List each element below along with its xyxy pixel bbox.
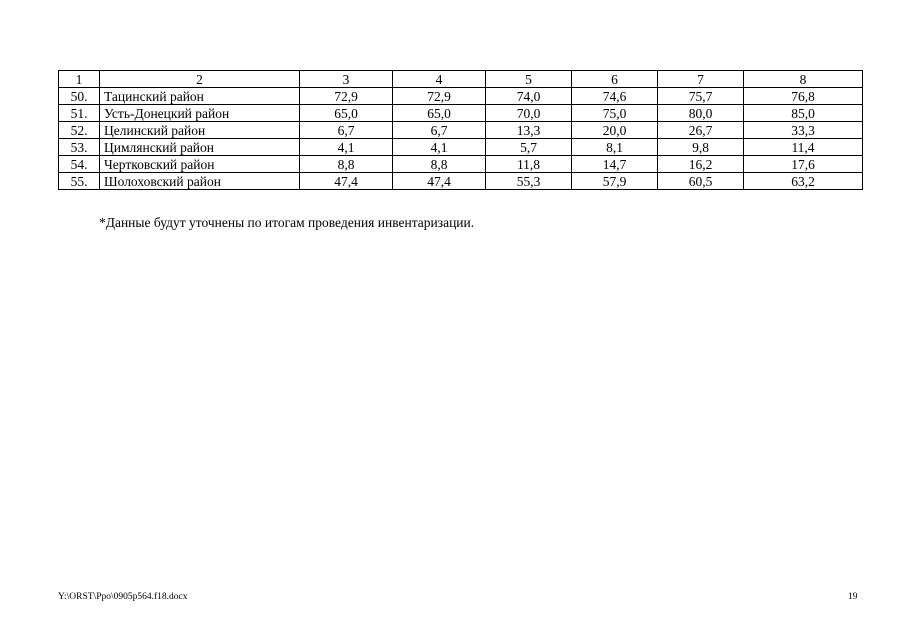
page-number: 19	[848, 592, 858, 602]
value-cell: 13,3	[486, 122, 572, 139]
footnote: *Данные будут уточнены по итогам проведения инвентаризации.	[99, 215, 475, 230]
row-number-cell: 51.	[59, 105, 100, 122]
footer-file-path: Y:\ORST\Ppo\0905p564.f18.docx	[58, 592, 188, 602]
table-row	[59, 139, 863, 156]
column-header: 6	[572, 71, 658, 88]
table-header-row	[59, 71, 863, 88]
value-cell: 47,4	[300, 173, 393, 190]
table-row	[59, 173, 863, 190]
table-row	[59, 156, 863, 173]
value-cell: 63,2	[744, 173, 863, 190]
column-header: 4	[393, 71, 486, 88]
value-cell: 72,9	[300, 88, 393, 105]
value-cell: 74,0	[486, 88, 572, 105]
value-cell: 75,7	[658, 88, 744, 105]
value-cell: 70,0	[486, 105, 572, 122]
value-cell: 65,0	[300, 105, 393, 122]
column-header: 8	[744, 71, 863, 88]
value-cell: 11,4	[744, 139, 863, 156]
value-cell: 20,0	[572, 122, 658, 139]
district-name-cell: Чертковский район	[100, 156, 300, 173]
column-header: 3	[300, 71, 393, 88]
value-cell: 4,1	[300, 139, 393, 156]
value-cell: 55,3	[486, 173, 572, 190]
column-header: 1	[59, 71, 100, 88]
value-cell: 72,9	[393, 88, 486, 105]
value-cell: 26,7	[658, 122, 744, 139]
value-cell: 8,8	[393, 156, 486, 173]
district-name-cell: Целинский район	[100, 122, 300, 139]
district-name-cell: Усть-Донецкий район	[100, 105, 300, 122]
row-number-cell: 52.	[59, 122, 100, 139]
value-cell: 47,4	[393, 173, 486, 190]
value-cell: 85,0	[744, 105, 863, 122]
value-cell: 75,0	[572, 105, 658, 122]
column-header: 5	[486, 71, 572, 88]
table-row	[59, 122, 863, 139]
row-number-cell: 55.	[59, 173, 100, 190]
value-cell: 74,6	[572, 88, 658, 105]
value-cell: 17,6	[744, 156, 863, 173]
row-number-cell: 54.	[59, 156, 100, 173]
value-cell: 65,0	[393, 105, 486, 122]
row-number-cell: 53.	[59, 139, 100, 156]
value-cell: 33,3	[744, 122, 863, 139]
value-cell: 5,7	[486, 139, 572, 156]
value-cell: 6,7	[300, 122, 393, 139]
value-cell: 57,9	[572, 173, 658, 190]
value-cell: 6,7	[393, 122, 486, 139]
district-name-cell: Цимлянский район	[100, 139, 300, 156]
value-cell: 60,5	[658, 173, 744, 190]
district-data-table	[58, 70, 863, 190]
value-cell: 4,1	[393, 139, 486, 156]
table-row	[59, 88, 863, 105]
value-cell: 80,0	[658, 105, 744, 122]
table-row	[59, 105, 863, 122]
district-name-cell: Шолоховский район	[100, 173, 300, 190]
value-cell: 8,1	[572, 139, 658, 156]
value-cell: 14,7	[572, 156, 658, 173]
district-name-cell: Тацинский район	[100, 88, 300, 105]
column-header: 2	[100, 71, 300, 88]
column-header: 7	[658, 71, 744, 88]
value-cell: 9,8	[658, 139, 744, 156]
value-cell: 76,8	[744, 88, 863, 105]
value-cell: 16,2	[658, 156, 744, 173]
value-cell: 11,8	[486, 156, 572, 173]
row-number-cell: 50.	[59, 88, 100, 105]
value-cell: 8,8	[300, 156, 393, 173]
